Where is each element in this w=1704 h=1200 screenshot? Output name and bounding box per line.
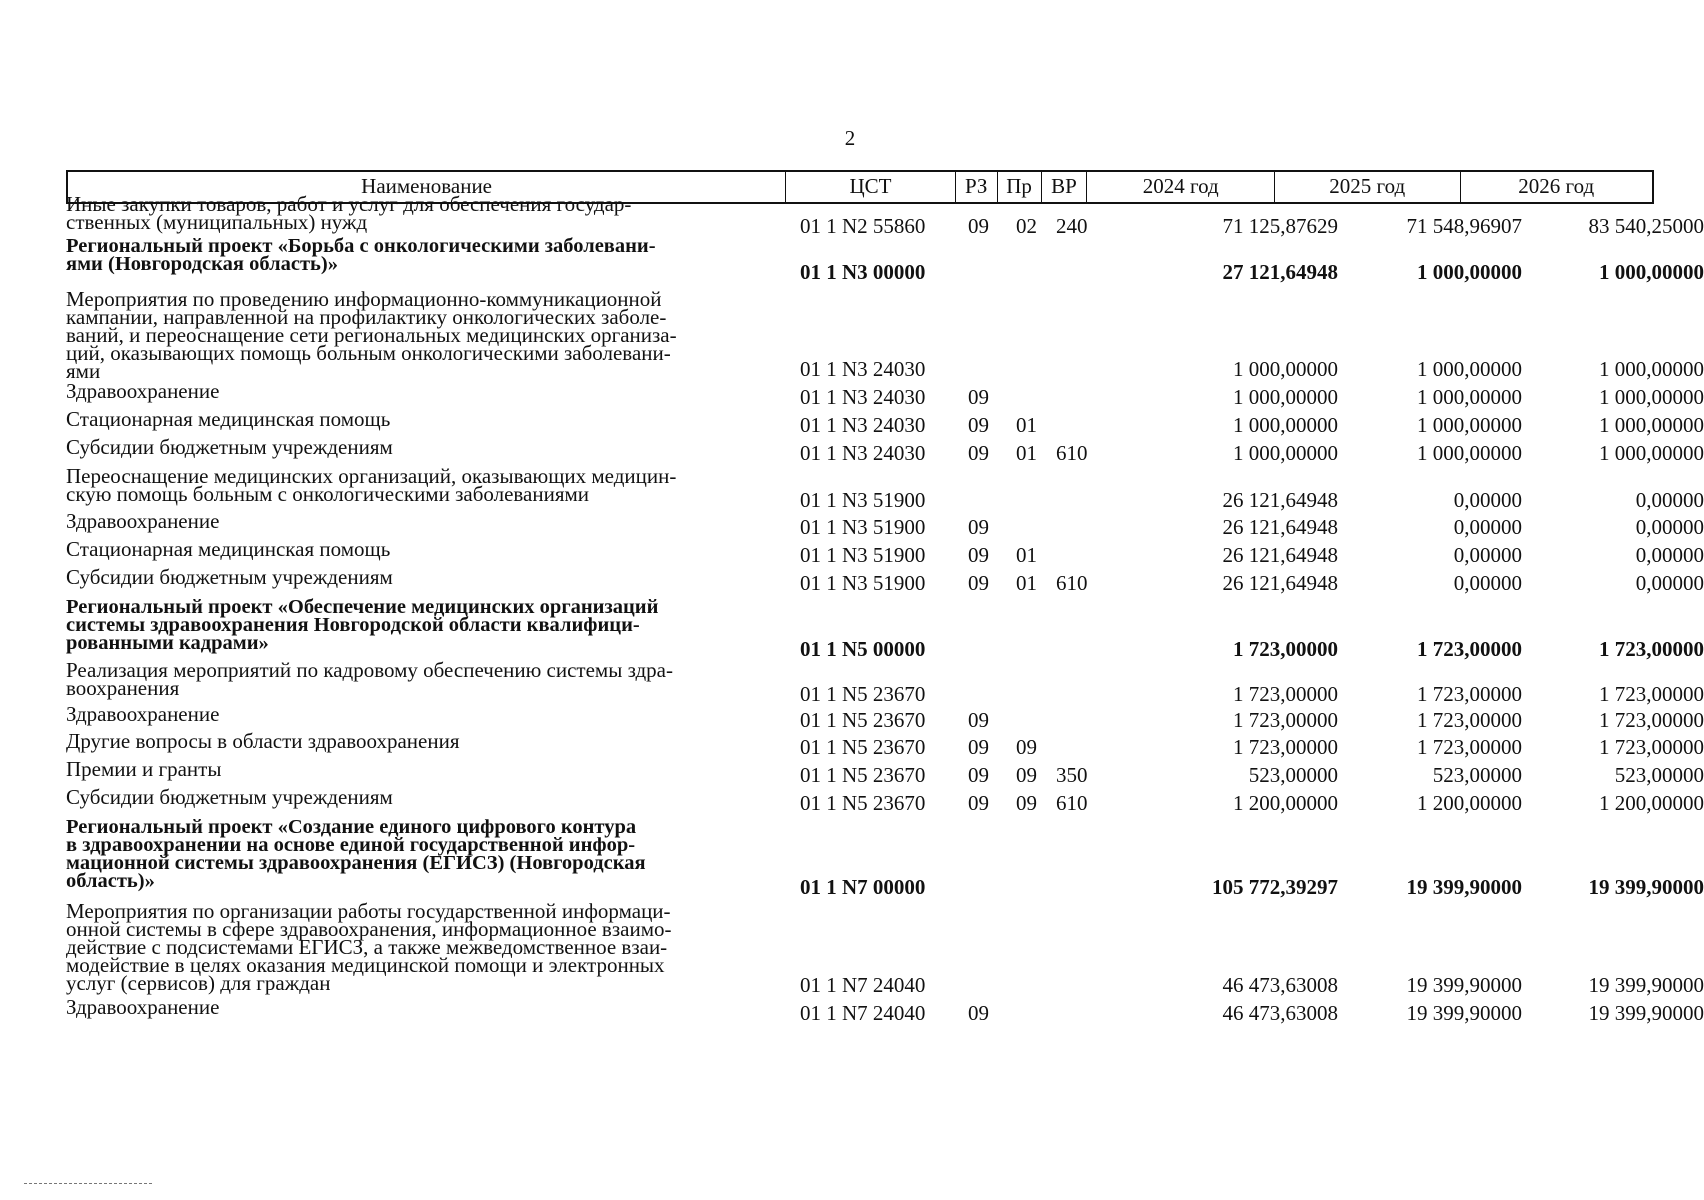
row-2026: 1 723,00000 <box>1599 637 1704 661</box>
table-row <box>66 509 1704 539</box>
row-values <box>66 729 1704 759</box>
row-2024: 1 000,00000 <box>1233 357 1338 381</box>
row-2026: 1 000,00000 <box>1599 385 1704 409</box>
row-2024: 105 772,39297 <box>1212 875 1338 899</box>
row-2026: 0,00000 <box>1635 515 1704 539</box>
row-2024: 27 121,64948 <box>1222 260 1338 284</box>
row-name: Премии и гранты <box>66 757 222 781</box>
row-2025: 1 723,00000 <box>1417 708 1522 732</box>
row-2024: 46 473,63008 <box>1222 1001 1338 1025</box>
row-cst: 01 1 N3 00000 <box>800 260 926 284</box>
row-2025: 1 723,00000 <box>1417 682 1522 706</box>
table-row <box>66 287 1704 383</box>
row-rz: 09 <box>968 571 989 595</box>
row-2024: 1 000,00000 <box>1233 413 1338 437</box>
row-cst: 01 1 N7 24040 <box>800 1001 926 1025</box>
row-name: Другие вопросы в области здравоохранения <box>66 729 460 753</box>
row-values <box>66 356 1704 381</box>
row-values <box>66 213 1704 238</box>
row-pr: 01 <box>1016 571 1037 595</box>
row-values <box>66 379 1704 409</box>
table-row <box>66 407 1704 437</box>
row-2025: 1 723,00000 <box>1417 637 1522 661</box>
row-name: Региональный проект «Обеспечение медицинских организаций системы здравоохранения Новгородской области квалифици- рованными кадрами» <box>66 596 659 654</box>
row-2026: 1 000,00000 <box>1599 441 1704 465</box>
row-name: Субсидии бюджетным учреждениям <box>66 565 393 589</box>
row-2024: 1 723,00000 <box>1233 708 1338 732</box>
row-values <box>66 636 1704 661</box>
table-row <box>66 995 1704 1025</box>
row-2026: 0,00000 <box>1635 488 1704 512</box>
row-2026: 1 723,00000 <box>1599 708 1704 732</box>
row-cst: 01 1 N5 23670 <box>800 735 926 759</box>
row-2026: 0,00000 <box>1635 571 1704 595</box>
row-values <box>66 509 1704 539</box>
row-2025: 1 000,00000 <box>1417 357 1522 381</box>
row-values <box>66 487 1704 512</box>
section-row <box>66 235 1704 284</box>
row-rz: 09 <box>968 763 989 787</box>
row-pr: 01 <box>1016 441 1037 465</box>
row-cst: 01 1 N5 23670 <box>800 791 926 815</box>
row-cst: 01 1 N5 23670 <box>800 708 926 732</box>
row-2026: 19 399,90000 <box>1588 875 1704 899</box>
row-2025: 1 200,00000 <box>1417 791 1522 815</box>
table-row <box>66 192 1704 238</box>
table-row <box>66 379 1704 409</box>
row-2025: 19 399,90000 <box>1406 875 1522 899</box>
row-2026: 1 000,00000 <box>1599 413 1704 437</box>
page-number: 2 <box>844 126 856 150</box>
row-name: Мероприятия по организации работы государственной информаци- онной системы в сфере здравоохранения, информационное взаимо- действие с подсистемами ЕГИСЗ, а также межведомственное взаи- модействие в целях оказания медицинской помощи и электронных услуг (сервисов) для граждан <box>66 899 672 995</box>
row-name: Стационарная медицинская помощь <box>66 407 391 431</box>
row-pr: 09 <box>1016 791 1037 815</box>
row-2026: 0,00000 <box>1635 543 1704 567</box>
row-2024: 1 723,00000 <box>1233 682 1338 706</box>
row-2024: 1 000,00000 <box>1233 441 1338 465</box>
table-row <box>66 464 1704 512</box>
row-rz: 09 <box>968 441 989 465</box>
table-row <box>66 702 1704 732</box>
section-row <box>66 596 1704 661</box>
row-pr: 09 <box>1016 735 1037 759</box>
row-cst: 01 1 N3 51900 <box>800 543 926 567</box>
row-name: Стационарная медицинская помощь <box>66 537 391 561</box>
row-2026: 83 540,25000 <box>1588 214 1704 238</box>
row-2024: 26 121,64948 <box>1222 488 1338 512</box>
row-rz: 09 <box>968 214 989 238</box>
row-name: Субсидии бюджетным учреждениям <box>66 785 393 809</box>
table-row <box>66 658 1704 706</box>
row-2026: 523,00000 <box>1614 763 1704 787</box>
row-name: Субсидии бюджетным учреждениям <box>66 435 393 459</box>
table-row <box>66 757 1704 787</box>
row-2025: 0,00000 <box>1453 543 1522 567</box>
section-row <box>66 816 1704 899</box>
row-cst: 01 1 N2 55860 <box>800 214 926 238</box>
header-vr: ВР <box>1042 172 1088 202</box>
row-2025: 0,00000 <box>1453 488 1522 512</box>
row-rz: 09 <box>968 413 989 437</box>
row-name: Иные закупки товаров, работ и услуг для обеспечения государ- ственных (муниципальных) нужд <box>66 192 632 234</box>
row-vr: 350 <box>1056 763 1088 787</box>
table-row <box>66 565 1704 595</box>
row-rz: 09 <box>968 385 989 409</box>
row-name: Здравоохранение <box>66 379 220 403</box>
row-2025: 19 399,90000 <box>1406 1001 1522 1025</box>
row-values <box>66 537 1704 567</box>
table-row <box>66 899 1704 997</box>
header-2025: 2025 год <box>1275 172 1461 202</box>
row-2024: 1 723,00000 <box>1233 735 1338 759</box>
row-2024: 26 121,64948 <box>1222 515 1338 539</box>
row-values <box>66 435 1704 465</box>
row-2024: 46 473,63008 <box>1222 973 1338 997</box>
footer-divider <box>24 1183 152 1184</box>
row-2026: 1 723,00000 <box>1599 735 1704 759</box>
row-2025: 1 723,00000 <box>1417 735 1522 759</box>
row-2025: 1 000,00000 <box>1417 385 1522 409</box>
header-name: Наименование <box>68 172 786 202</box>
row-2026: 1 723,00000 <box>1599 682 1704 706</box>
row-cst: 01 1 N3 24030 <box>800 441 926 465</box>
row-2025: 71 548,96907 <box>1406 214 1522 238</box>
row-2024: 26 121,64948 <box>1222 543 1338 567</box>
row-2026: 19 399,90000 <box>1588 973 1704 997</box>
row-pr: 02 <box>1016 214 1037 238</box>
row-rz: 09 <box>968 515 989 539</box>
row-rz: 09 <box>968 791 989 815</box>
row-cst: 01 1 N7 00000 <box>800 875 926 899</box>
row-rz: 09 <box>968 735 989 759</box>
row-values <box>66 972 1704 997</box>
row-values <box>66 259 1704 284</box>
row-pr: 09 <box>1016 763 1037 787</box>
row-vr: 610 <box>1056 571 1088 595</box>
row-2024: 26 121,64948 <box>1222 571 1338 595</box>
row-values <box>66 565 1704 595</box>
row-vr: 610 <box>1056 441 1088 465</box>
row-2025: 1 000,00000 <box>1417 413 1522 437</box>
row-2026: 1 000,00000 <box>1599 260 1704 284</box>
row-values <box>66 702 1704 732</box>
row-cst: 01 1 N5 00000 <box>800 637 926 661</box>
row-2024: 1 723,00000 <box>1233 637 1338 661</box>
header-cst: ЦСТ <box>786 172 956 202</box>
row-values <box>66 757 1704 787</box>
table-row <box>66 785 1704 815</box>
row-cst: 01 1 N3 51900 <box>800 488 926 512</box>
row-cst: 01 1 N7 24040 <box>800 973 926 997</box>
row-values <box>66 407 1704 437</box>
row-pr: 01 <box>1016 413 1037 437</box>
row-cst: 01 1 N3 24030 <box>800 413 926 437</box>
row-values <box>66 995 1704 1025</box>
row-2025: 523,00000 <box>1432 763 1522 787</box>
row-cst: 01 1 N3 51900 <box>800 571 926 595</box>
header-2024: 2024 год <box>1087 172 1275 202</box>
row-2025: 0,00000 <box>1453 515 1522 539</box>
row-2025: 1 000,00000 <box>1417 441 1522 465</box>
row-2026: 1 000,00000 <box>1599 357 1704 381</box>
row-2025: 1 000,00000 <box>1417 260 1522 284</box>
row-2025: 19 399,90000 <box>1406 973 1522 997</box>
row-name: Мероприятия по проведению информационно-коммуникационной кампании, направленной на профилактику онкологических заболе- ваний, и переоснащение сети региональных медицинских организа- ций, оказывающих помощь больным онкологическими заболевани- ями <box>66 287 677 383</box>
row-2024: 71 125,87629 <box>1222 214 1338 238</box>
row-rz: 09 <box>968 1001 989 1025</box>
table-row <box>66 537 1704 567</box>
row-values <box>66 681 1704 706</box>
row-name: Реализация мероприятий по кадровому обеспечению системы здра- воохранения <box>66 658 673 700</box>
row-cst: 01 1 N5 23670 <box>800 763 926 787</box>
row-rz: 09 <box>968 708 989 732</box>
row-values <box>66 874 1704 899</box>
row-2026: 1 200,00000 <box>1599 791 1704 815</box>
row-rz: 09 <box>968 543 989 567</box>
row-name: Региональный проект «Создание единого цифрового контура в здравоохранении на основе единой государственной инфор- мационной системы здравоохранения (ЕГИСЗ) (Новгородская область)» <box>66 816 646 892</box>
row-cst: 01 1 N3 51900 <box>800 515 926 539</box>
header-pr: Пр <box>998 172 1042 202</box>
header-rz: РЗ <box>956 172 998 202</box>
row-name: Здравоохранение <box>66 995 220 1019</box>
header-2026: 2026 год <box>1518 174 1595 198</box>
row-2025: 0,00000 <box>1453 571 1522 595</box>
row-cst: 01 1 N3 24030 <box>800 385 926 409</box>
row-2024: 1 200,00000 <box>1233 791 1338 815</box>
table-row <box>66 435 1704 465</box>
row-pr: 01 <box>1016 543 1037 567</box>
table-row <box>66 729 1704 759</box>
row-vr: 610 <box>1056 791 1088 815</box>
row-values <box>66 785 1704 815</box>
row-2026: 19 399,90000 <box>1588 1001 1704 1025</box>
row-2024: 523,00000 <box>1248 763 1338 787</box>
row-name: Региональный проект «Борьба с онкологическими заболевани- ями (Новгородская область)» <box>66 235 656 275</box>
row-name: Здравоохранение <box>66 702 220 726</box>
row-name: Здравоохранение <box>66 509 220 533</box>
row-vr: 240 <box>1056 214 1088 238</box>
row-cst: 01 1 N5 23670 <box>800 682 926 706</box>
row-2024: 1 000,00000 <box>1233 385 1338 409</box>
row-name: Переоснащение медицинских организаций, оказывающих медицин- скую помощь больным с онкологическими заболеваниями <box>66 464 677 506</box>
row-cst: 01 1 N3 24030 <box>800 357 926 381</box>
